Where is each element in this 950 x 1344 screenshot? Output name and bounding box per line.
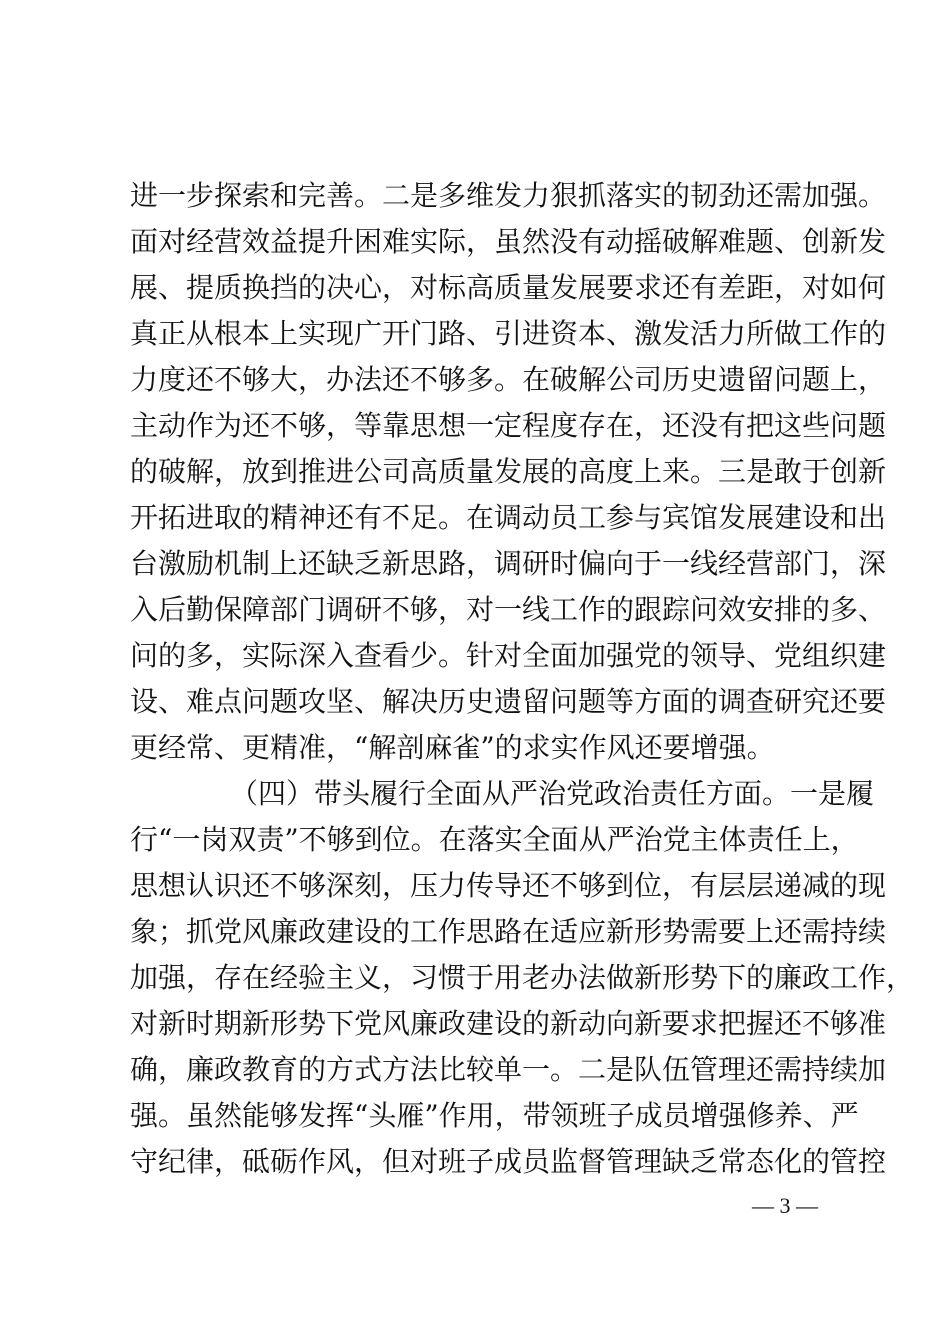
text-line: 思想认识还不够深刻，压力传导还不够到位，有层层递减的现 [130,869,887,902]
page-number: — 3 — [752,1193,818,1218]
text-line: 的破解，放到推进公司高质量发展的高度上来。三是敢于创新 [130,455,887,488]
text-line: 加强，存在经验主义，习惯于用老办法做新形势下的廉政工作， [130,961,915,994]
text-line: 守纪律，砥砺作风，但对班子成员监督管理缺乏常态化的管控 [130,1145,887,1178]
text-line: 入后勤保障部门调研不够，对一线工作的跟踪问效安排的多、 [130,593,887,626]
text-line: 设、难点问题攻坚、解决历史遗留问题等方面的调查研究还要 [130,685,887,718]
text-line: 对新时期新形势下党风廉政建设的新动向新要求把握还不够准 [130,1007,887,1040]
section-heading-line: （四）带头履行全面从严治党政治责任方面。一是履 [230,777,875,810]
text-line: 力度还不够大，办法还不够多。在破解公司历史遗留问题上， [130,363,887,396]
text-line: 问的多，实际深入查看少。针对全面加强党的领导、党组织建 [130,639,887,672]
text-line: 真正从根本上实现广开门路、引进资本、激发活力所做工作的 [130,317,887,350]
text-line: 进一步探索和完善。二是多维发力狠抓落实的韧劲还需加强。 [130,179,887,212]
text-line: 开拓进取的精神还有不足。在调动员工参与宾馆发展建设和出 [130,501,887,534]
text-line: 行“一岗双责”不够到位。在落实全面从严治党主体责任上， [130,823,859,856]
text-line: 象；抓党风廉政建设的工作思路在适应新形势需要上还需持续 [130,915,887,948]
text-line: 台激励机制上还缺乏新思路，调研时偏向于一线经营部门，深 [130,547,887,580]
text-line: 主动作为还不够，等靠思想一定程度存在，还没有把这些问题 [130,409,887,442]
text-line: 强。虽然能够发挥“头雁”作用，带领班子成员增强修养、严 [130,1099,859,1132]
text-line: 面对经营效益提升困难实际，虽然没有动摇破解难题、创新发 [130,225,887,258]
text-line: 更经常、更精准，“解剖麻雀”的求实作风还要增强。 [130,731,775,764]
text-line: 展、提质换挡的决心，对标高质量发展要求还有差距，对如何 [130,271,887,304]
text-line: 确，廉政教育的方式方法比较单一。二是队伍管理还需持续加 [130,1053,887,1086]
